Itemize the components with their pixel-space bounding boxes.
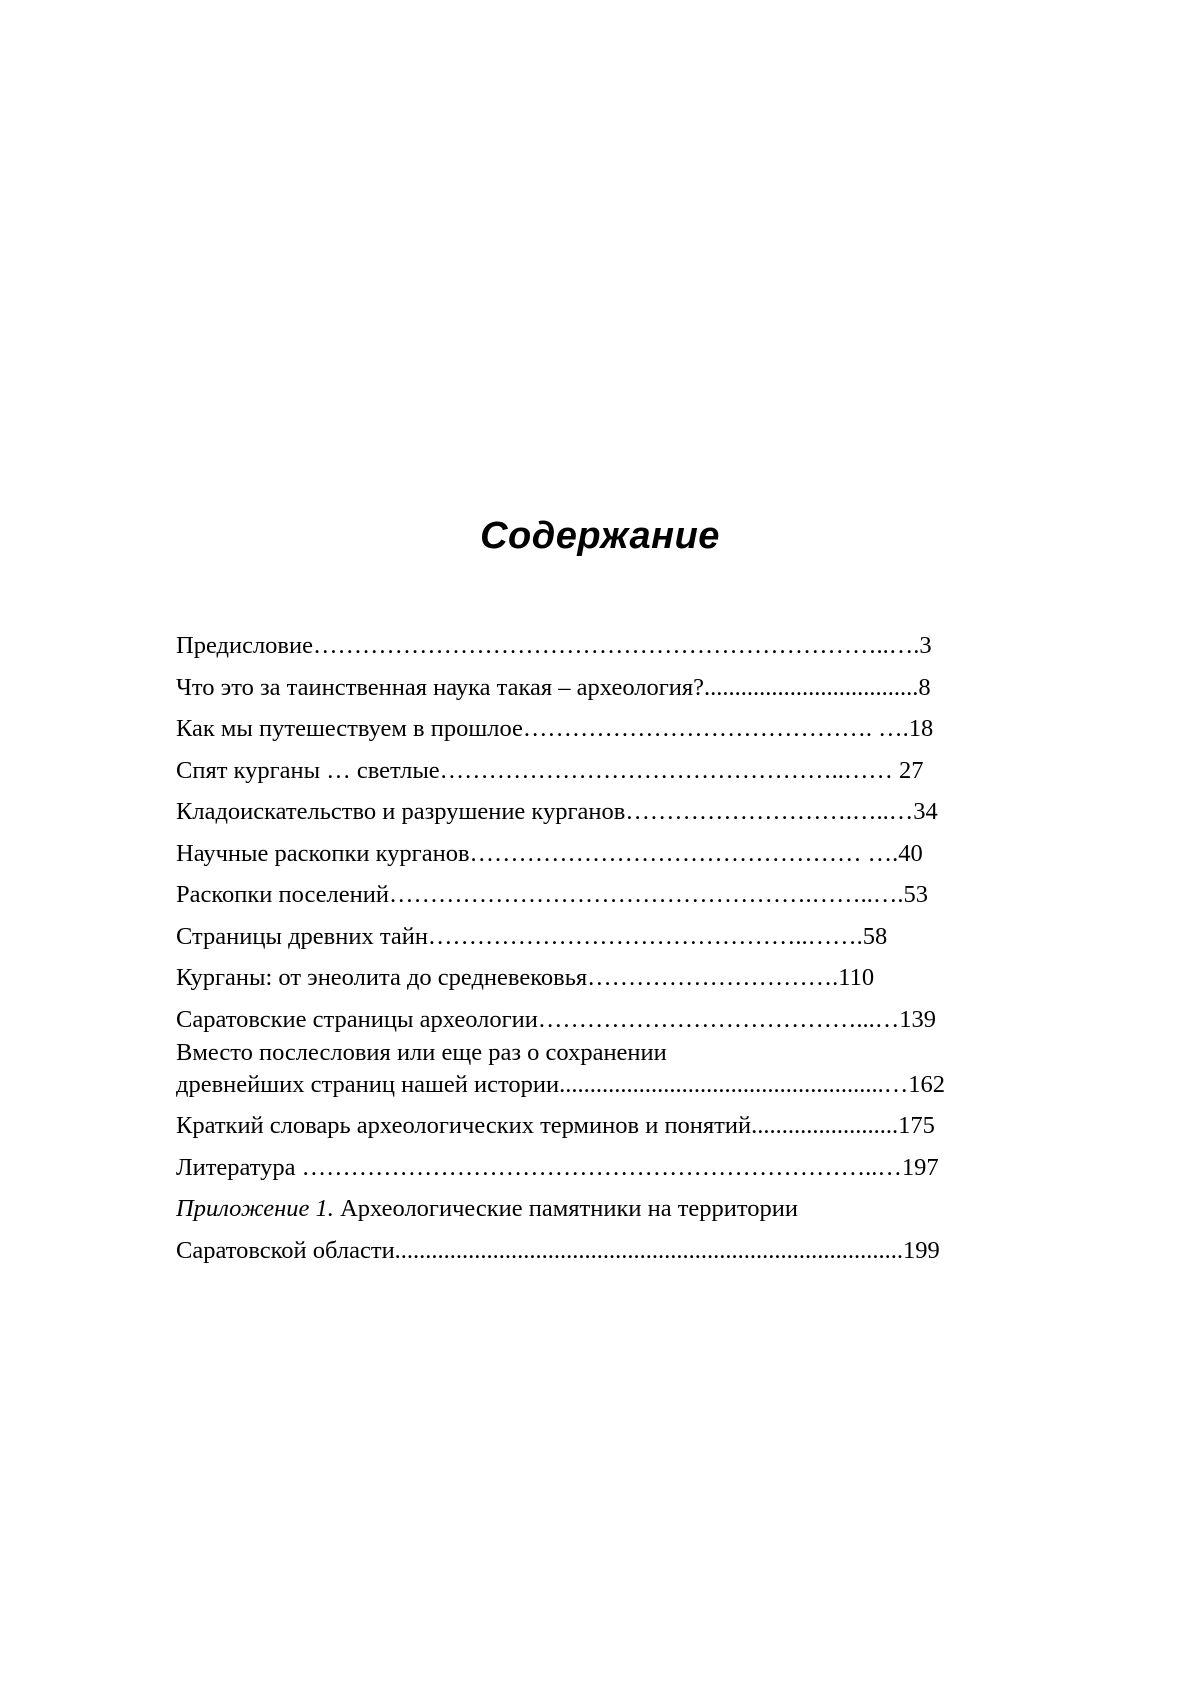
toc-entry-text: Предисловие……………………………………………………………..….3 — [176, 632, 932, 659]
toc-entry-text: Спят курганы … светлые…………………………………………..…… 27 — [176, 756, 924, 784]
toc-entry-text: Научные раскопки курганов………………………………………… ….40 — [176, 839, 923, 867]
toc-entry-text: Краткий словарь археологических терминов и понятий........................175 — [176, 1112, 935, 1139]
toc-entry-treasure-hunting[interactable] — [176, 796, 1036, 828]
toc-entry-ancient-secrets[interactable] — [176, 921, 1036, 953]
toc-entry-text: Кладоискательство и разрушение курганов……………………….…..…34 — [176, 798, 938, 825]
toc-entry-text: Саратовские страницы археологии…………………………………...…139 — [176, 1005, 937, 1033]
page-title: Содержание — [480, 515, 720, 557]
appendix-label: Приложение 1. — [176, 1195, 334, 1222]
toc-entry-settlement-excavation[interactable] — [176, 879, 1036, 911]
appendix-title: Археологические памятники на территории — [333, 1195, 799, 1222]
toc-entry-text: Что это за таинственная наука такая – археология?...................................8 — [176, 673, 931, 701]
toc-entry-kurgans-eneolithic-medieval[interactable] — [176, 962, 1036, 994]
toc-entry-preface[interactable] — [176, 630, 1036, 662]
toc-entry-text-line2: Саратовской области...................................................................................199 — [176, 1237, 940, 1264]
toc-entry-scientific-excavation[interactable] — [176, 838, 1036, 870]
toc-entry-travel-to-past[interactable] — [176, 713, 1036, 745]
toc-entry-glossary[interactable] — [176, 1110, 1036, 1142]
toc-entry-afterword[interactable] — [176, 1037, 1036, 1101]
toc-entry-text: Как мы путешествуем в прошлое……………………………………. ….18 — [176, 715, 934, 742]
toc-entry-text: Курганы: от энеолита до средневековья………………………….110 — [176, 964, 875, 991]
toc-entry-text: Раскопки поселений…………………………………………….……..….53 — [176, 881, 928, 908]
toc-entry-appendix-1[interactable] — [176, 1193, 1036, 1267]
table-of-contents — [176, 630, 1036, 1277]
toc-entry-kurgans-sleep[interactable] — [176, 755, 1036, 787]
toc-entry-text: Страницы древних тайн………………………………………..…….58 — [176, 922, 888, 950]
toc-entry-text: Литература ……………………………………………………………..…197 — [176, 1153, 939, 1181]
toc-entry-literature[interactable] — [176, 1152, 1036, 1184]
toc-entry-what-is-archaeology[interactable] — [176, 672, 1036, 704]
toc-entry-text-line1 — [176, 1193, 1036, 1225]
toc-entry-text-line2: древнейших страниц нашей истории.....................................................…162 — [176, 1070, 945, 1098]
toc-entry-text-line1: Вместо послесловия или еще раз о сохранении — [176, 1038, 667, 1066]
toc-entry-saratov-pages[interactable] — [176, 1004, 1036, 1036]
